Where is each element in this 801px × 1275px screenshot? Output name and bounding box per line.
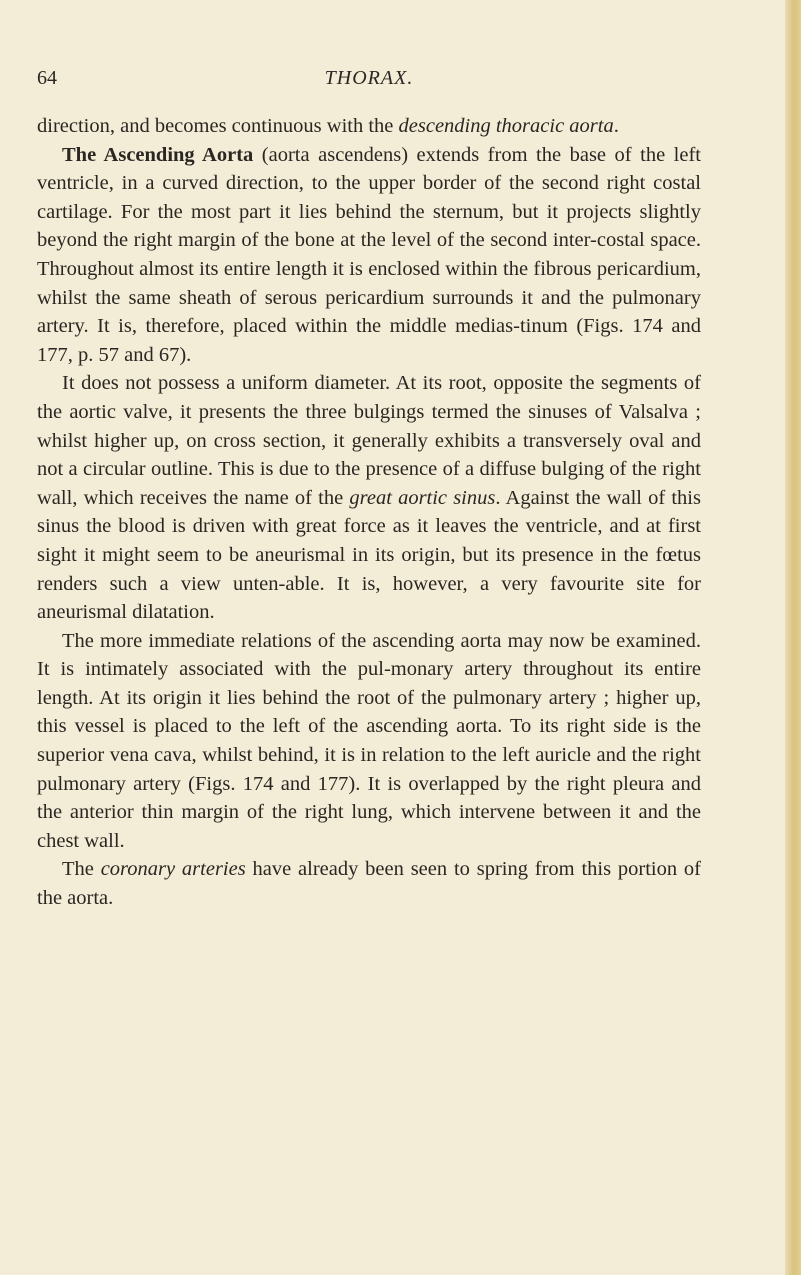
page-number: 64 [37,67,57,89]
term-coronary-arteries: coronary arteries [100,858,246,881]
paragraph [37,112,701,141]
text-run: The more immediate relations of the ascending aorta may now be examined. It is intimately associated with the pul-monary artery throughout its entire length. At its origin it lies behind the root of the pulmonary artery ; higher up, this vessel is placed to the left of the ascending aorta. To its right side is the superior vena cava, whilst behind, it is in relation to the left auricle and the right pulmonary artery (Figs. 174 and 177). It is overlapped by the right pleura and the anterior thin margin of the right lung, which intervene between it and the chest wall. [37,629,701,852]
text-run: It does not possess a uniform diameter. At its root, opposite the segments of the aortic valve, it presents the three bulgings termed the sinuses of Valsalva ; whilst higher up, on cross section, it generally exhibits a transversely oval and not a circular outline. This is due to the presence of a diffuse bulging of the right wall, which receives the name of the [37,372,701,509]
paragraph [37,141,701,370]
section-heading-ascending-aorta: The Ascending Aorta [62,143,254,166]
text-run: . [613,115,619,137]
text-run: direction, and becomes continuous with the [37,115,399,137]
paragraph [37,627,701,856]
page-edge-shading [785,0,801,1275]
term-great-aortic-sinus: great aortic sinus [349,486,496,509]
text-run: (aorta ascendens) extends from the base of the left ventricle, in a curved direction, to the upper border of the second right costal cartilage. For the most part it lies behind the sternum, but it projects slightly beyond the right margin of the bone at the level of the second inter-costal space. Throughout almost its entire length it is enclosed within the fibrous pericardium, whilst the same sheath of serous pericardium surrounds it and the pulmonary artery. It is, therefore, placed within the middle medias-tinum (Figs. 174 and 177, p. 57 and 67). [37,143,701,366]
body-text [37,112,701,913]
text-run: The [62,858,101,881]
text-run: have already been seen to spring from this portion of the aorta. [37,858,702,910]
text-run: . Against the wall of this sinus the blood is driven with great force as it leaves the ventricle, and at first sight it might seem to be aneurismal in its origin, but its presence in the fœtus renders such a view unten-able. It is, however, a very favourite site for aneurismal dilatation. [37,486,701,624]
page-header [37,63,701,93]
running-head: THORAX. [324,67,414,89]
term-descending-thoracic-aorta: descending thoracic aorta [398,115,614,137]
paragraph [37,369,701,626]
paragraph [37,855,701,912]
